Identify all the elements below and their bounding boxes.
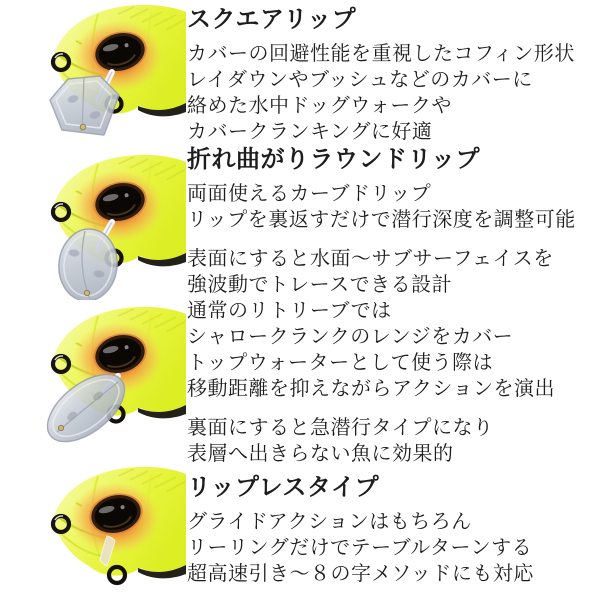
lure-photo-square-lip — [0, 0, 186, 150]
paragraph — [187, 509, 599, 587]
text-line: 裏面にすると急潜行タイプになり — [187, 417, 494, 439]
text-line: 表層へ出きらない魚に効果的 — [187, 443, 454, 465]
text-line: 絡めた水中ドッグウォークや — [187, 95, 452, 117]
text-line: 超高速引き〜８の字メソッドにも対応 — [187, 563, 534, 585]
text-line: カバーの回避性能を重視したコフィン形状 — [187, 43, 575, 65]
section-bent-round-lip — [187, 146, 599, 467]
paragraph — [187, 246, 599, 402]
text-line: シャロークランクのレンジをカバー — [187, 326, 514, 348]
round-lip-front-lure-image — [0, 150, 186, 300]
text-line: レイダウンやブッシュなどのカバーに — [187, 69, 533, 91]
text-line: カバークランキングに好適 — [187, 121, 433, 143]
paragraph — [187, 415, 599, 467]
square-coffin-lip — [50, 76, 119, 135]
text-line: 両面使えるカーブドリップ — [187, 183, 432, 205]
section-title: リップレスタイプ — [187, 474, 380, 501]
square-lip-lure-image — [0, 0, 186, 150]
paragraph — [187, 181, 599, 233]
text-line: 強波動でトレースできる設計 — [187, 274, 453, 296]
lipless-lure-image — [0, 462, 186, 600]
section-lipless — [187, 474, 599, 587]
round-lip-back-lure-image — [0, 302, 186, 452]
text-line: リップを裏返すだけで潜行深度を調整可能 — [187, 209, 576, 231]
text-line: リーリングだけでテーブルターンする — [187, 537, 533, 559]
lure-photo-lipless — [0, 462, 186, 600]
lure-photo-round-lip-back — [0, 302, 186, 452]
text-line: トップウォーターとして使う際は — [187, 352, 494, 374]
text-line: 移動距離を抑えながらアクションを演出 — [187, 378, 555, 400]
text-line: グライドアクションはもちろん — [187, 511, 472, 533]
paragraph — [187, 41, 599, 145]
text-line: 表面にすると水面〜サブサーフェイスを — [187, 248, 554, 270]
text-line: 通常のリトリーブでは — [187, 300, 392, 322]
lure-photo-round-lip-front — [0, 150, 186, 300]
section-title: 折れ曲がりラウンドリップ — [187, 146, 481, 173]
section-square-lip — [187, 6, 599, 145]
section-title: スクエアリップ — [187, 6, 357, 33]
